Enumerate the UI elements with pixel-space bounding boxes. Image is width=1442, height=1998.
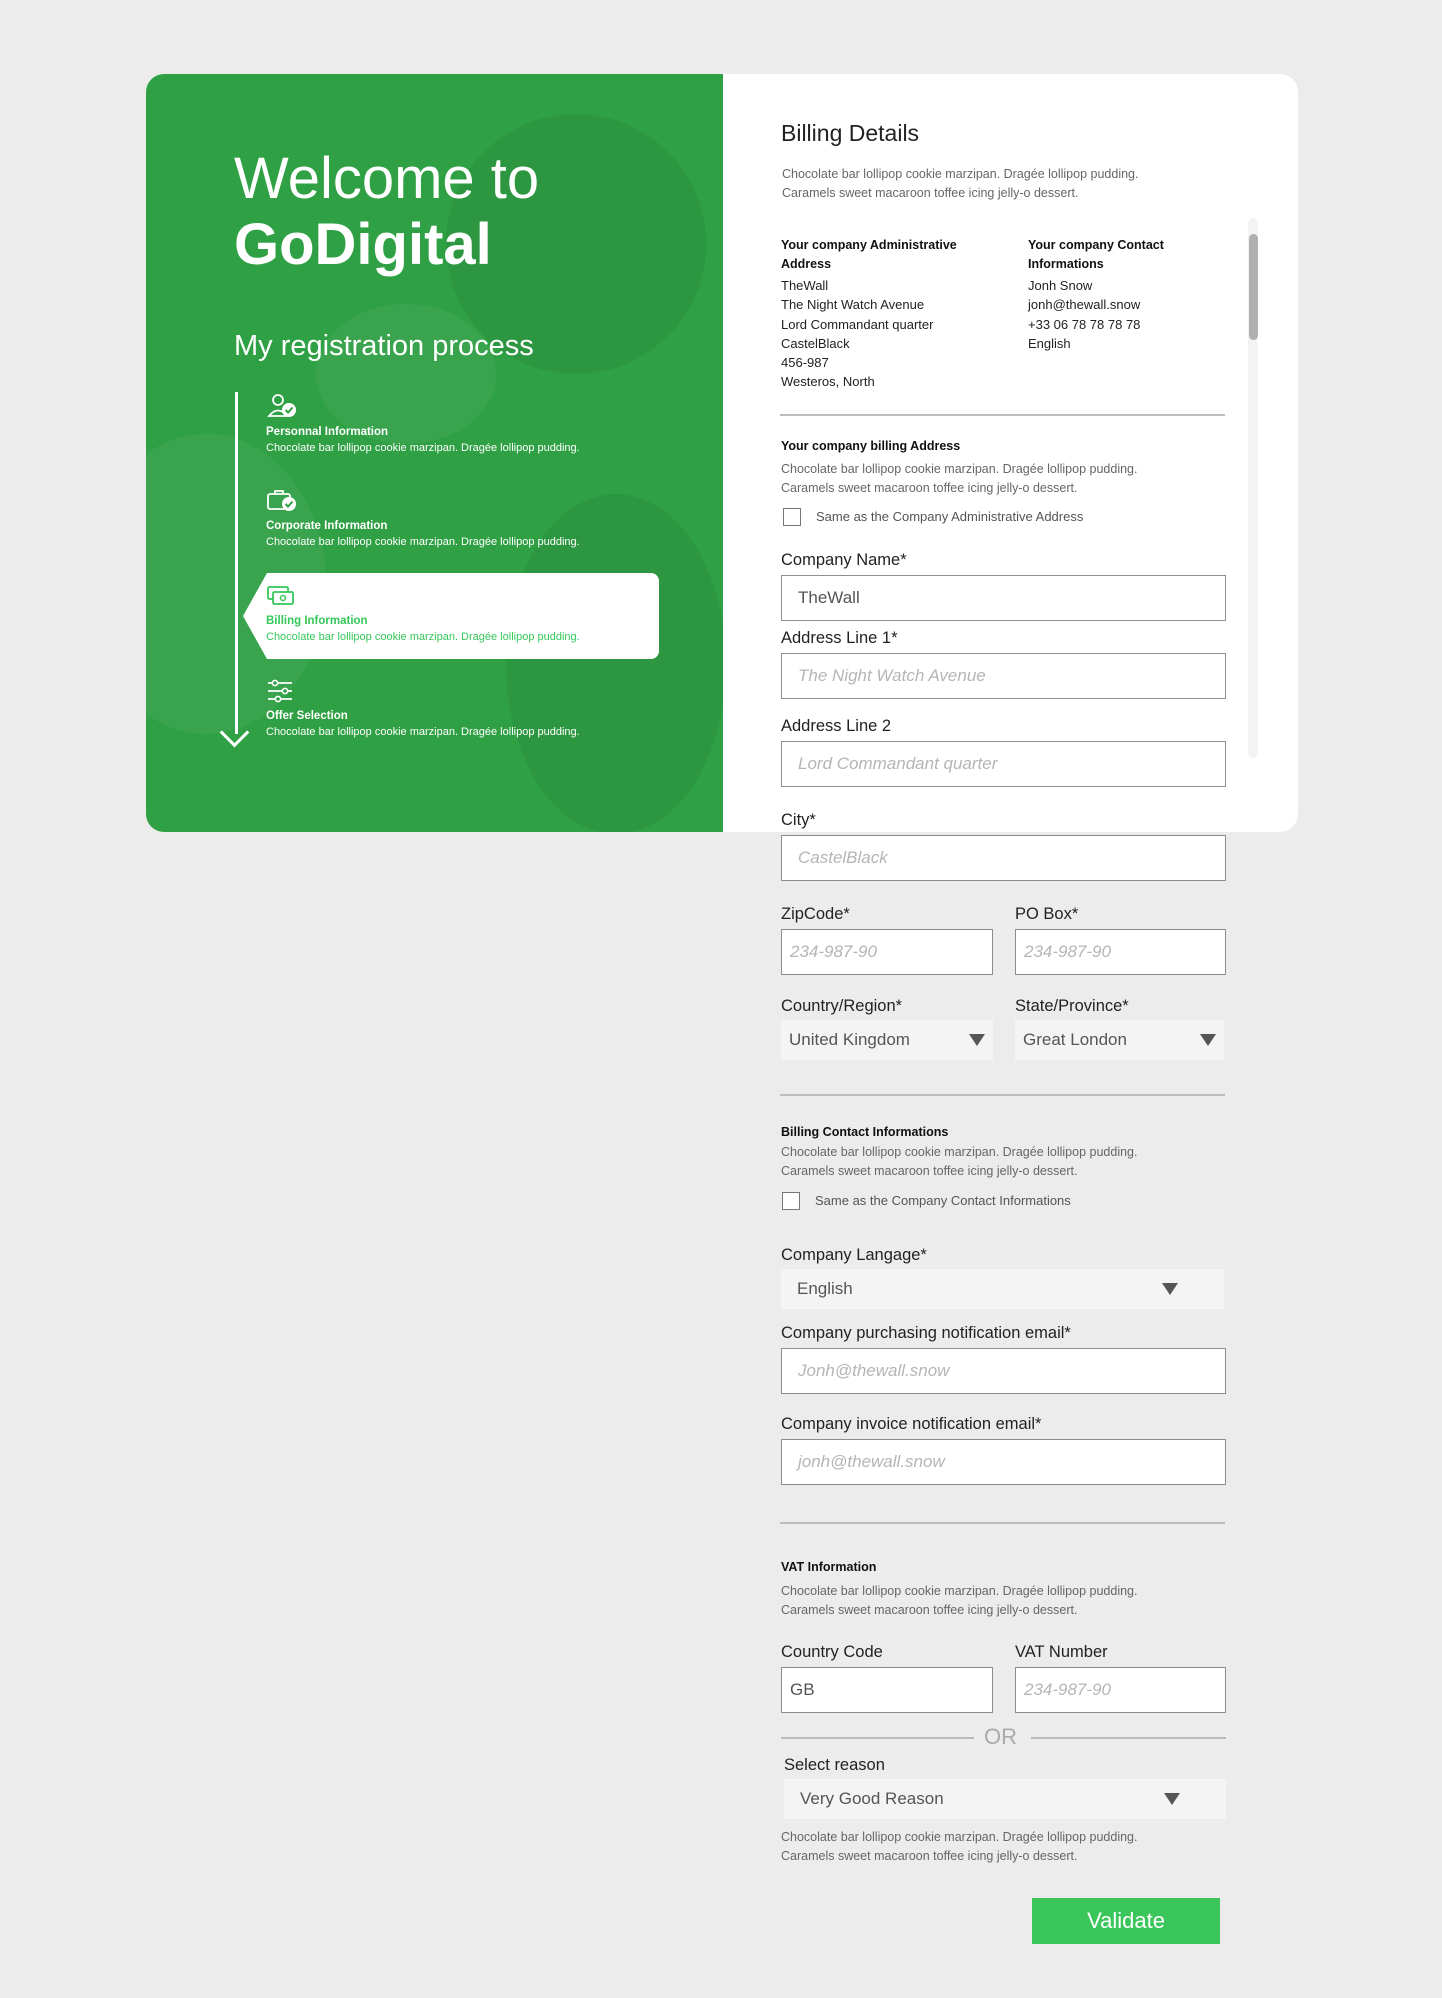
billing-cards-icon [266, 581, 298, 611]
pobox-input[interactable]: 234-987-90 [1015, 929, 1226, 975]
desc-line: Chocolate bar lollipop cookie marzipan. Dragée lollipop pudding. [782, 167, 1139, 181]
vat-desc [781, 1582, 1137, 1620]
address-line: Lord Commandant quarter [781, 316, 934, 332]
address-line: TheWall [781, 278, 829, 293]
process-title: My registration process [234, 330, 534, 362]
vat-heading: VAT Information [781, 1560, 877, 1574]
address-line: CastelBlack [781, 335, 850, 351]
step-title: Personnal Information [266, 426, 389, 438]
progress-line [235, 392, 238, 734]
brand-name: GoDigital [234, 212, 492, 277]
country-code-label: Country Code [781, 1643, 883, 1661]
language-select[interactable] [781, 1269, 1224, 1309]
zip-label: ZipCode* [781, 905, 850, 923]
address-line: The Night Watch Avenue [781, 297, 925, 313]
billing-details-desc [782, 165, 1138, 203]
desc-line: Chocolate bar lollipop cookie marzipan. Dragée lollipop pudding. [781, 462, 1138, 476]
state-select[interactable] [1015, 1020, 1224, 1060]
address1-label: Address Line 1* [781, 629, 898, 647]
step-billing-information[interactable] [266, 581, 580, 643]
scrollbar-thumb[interactable] [1249, 234, 1258, 340]
country-select[interactable] [781, 1020, 993, 1060]
country-label: Country/Region* [781, 997, 903, 1015]
company-name-input[interactable]: TheWall [781, 575, 1226, 621]
state-value: Great London [1023, 1030, 1127, 1049]
language-value: English [797, 1279, 853, 1298]
sliders-icon [266, 676, 298, 706]
desc-line: Chocolate bar lollipop cookie marzipan. Dragée lollipop pudding. [781, 1145, 1138, 1159]
desc-line: Caramels sweet macaroon toffee icing jelly-o dessert. [781, 481, 1078, 495]
reason-label: Select reason [784, 1756, 885, 1774]
billing-details-title: Billing Details [781, 120, 920, 146]
billing-address-desc [781, 460, 1137, 498]
company-name-label: Company Name* [781, 551, 907, 569]
billing-contact-heading: Billing Contact Informations [781, 1125, 949, 1139]
step-title: Offer Selection [266, 710, 348, 722]
divider [780, 1522, 1225, 1524]
address-line: 456-987 [781, 355, 829, 371]
divider [780, 414, 1225, 416]
reason-desc [781, 1828, 1137, 1866]
or-separator: OR [984, 1724, 1017, 1749]
invoice-email-label: Company invoice notification email* [781, 1415, 1042, 1433]
admin-address-block [781, 236, 1001, 392]
address1-input[interactable]: The Night Watch Avenue [781, 653, 1226, 699]
same-as-contact-checkbox[interactable] [782, 1192, 800, 1210]
billing-address-heading: Your company billing Address [781, 439, 961, 453]
step-title: Billing Information [266, 615, 368, 627]
or-divider-left [781, 1737, 974, 1739]
country-value: United Kingdom [789, 1030, 910, 1049]
desc-line: Caramels sweet macaroon toffee icing jelly-o dessert. [781, 1164, 1078, 1178]
desc-line: Caramels sweet macaroon toffee icing jelly-o dessert. [781, 1603, 1078, 1617]
dropdown-arrow-icon [1164, 1793, 1180, 1805]
desc-line: Chocolate bar lollipop cookie marzipan. Dragée lollipop pudding. [781, 1830, 1138, 1844]
step-desc: Chocolate bar lollipop cookie marzipan. Dragée lollipop pudding. [266, 442, 580, 454]
contact-info-block [1028, 236, 1228, 353]
dropdown-arrow-icon [969, 1034, 985, 1046]
city-input[interactable]: CastelBlack [781, 835, 1226, 881]
step-offer-selection[interactable] [266, 676, 580, 738]
user-check-icon [266, 392, 298, 422]
desc-line: Chocolate bar lollipop cookie marzipan. Dragée lollipop pudding. [781, 1584, 1138, 1598]
billing-contact-desc [781, 1143, 1137, 1181]
purchasing-email-label: Company purchasing notification email* [781, 1324, 1071, 1342]
contact-line: +33 06 78 78 78 78 [1028, 316, 1141, 332]
section-heading: Your company Administrative [781, 238, 957, 252]
section-heading: Informations [1028, 257, 1104, 271]
step-title: Corporate Information [266, 520, 388, 532]
step-desc: Chocolate bar lollipop cookie marzipan. Dragée lollipop pudding. [266, 726, 580, 738]
vat-number-label: VAT Number [1015, 1643, 1108, 1661]
contact-line: jonh@thewall.snow [1028, 297, 1141, 313]
validate-button[interactable]: Validate [1032, 1898, 1220, 1944]
pobox-label: PO Box* [1015, 905, 1079, 923]
reason-select[interactable] [784, 1779, 1226, 1819]
section-heading: Your company Contact [1028, 238, 1164, 252]
language-label: Company Langage* [781, 1246, 927, 1264]
country-code-input[interactable]: GB [781, 1667, 993, 1713]
divider [780, 1094, 1225, 1096]
contact-line: English [1028, 335, 1071, 351]
step-personal-information[interactable] [266, 392, 580, 454]
welcome-line: Welcome to [234, 146, 540, 211]
same-as-admin-checkbox[interactable] [783, 508, 801, 526]
state-label: State/Province* [1015, 997, 1129, 1015]
dropdown-arrow-icon [1162, 1283, 1178, 1295]
address-line: Westeros, North [781, 374, 875, 390]
reason-value: Very Good Reason [800, 1789, 944, 1808]
step-corporate-information[interactable] [266, 486, 580, 548]
step-desc: Chocolate bar lollipop cookie marzipan. Dragée lollipop pudding. [266, 536, 580, 548]
vat-number-input[interactable]: 234-987-90 [1015, 1667, 1226, 1713]
welcome-heading [234, 146, 539, 278]
same-as-contact-label: Same as the Company Contact Informations [815, 1193, 1071, 1208]
address2-label: Address Line 2 [781, 717, 892, 735]
hero-panel [146, 74, 723, 832]
section-heading: Address [781, 257, 832, 271]
dropdown-arrow-icon [1200, 1034, 1216, 1046]
purchasing-email-input[interactable]: Jonh@thewall.snow [781, 1348, 1226, 1394]
desc-line: Caramels sweet macaroon toffee icing jelly-o dessert. [782, 186, 1079, 200]
step-desc: Chocolate bar lollipop cookie marzipan. Dragée lollipop pudding. [266, 631, 580, 643]
city-label: City* [781, 811, 816, 829]
invoice-email-input[interactable]: jonh@thewall.snow [781, 1439, 1226, 1485]
or-divider-right [1031, 1737, 1226, 1739]
briefcase-check-icon [266, 486, 298, 516]
same-as-admin-label: Same as the Company Administrative Address [816, 509, 1084, 524]
address2-input[interactable]: Lord Commandant quarter [781, 741, 1226, 787]
desc-line: Caramels sweet macaroon toffee icing jelly-o dessert. [781, 1849, 1078, 1863]
zip-input[interactable]: 234-987-90 [781, 929, 993, 975]
contact-line: Jonh Snow [1028, 278, 1093, 293]
